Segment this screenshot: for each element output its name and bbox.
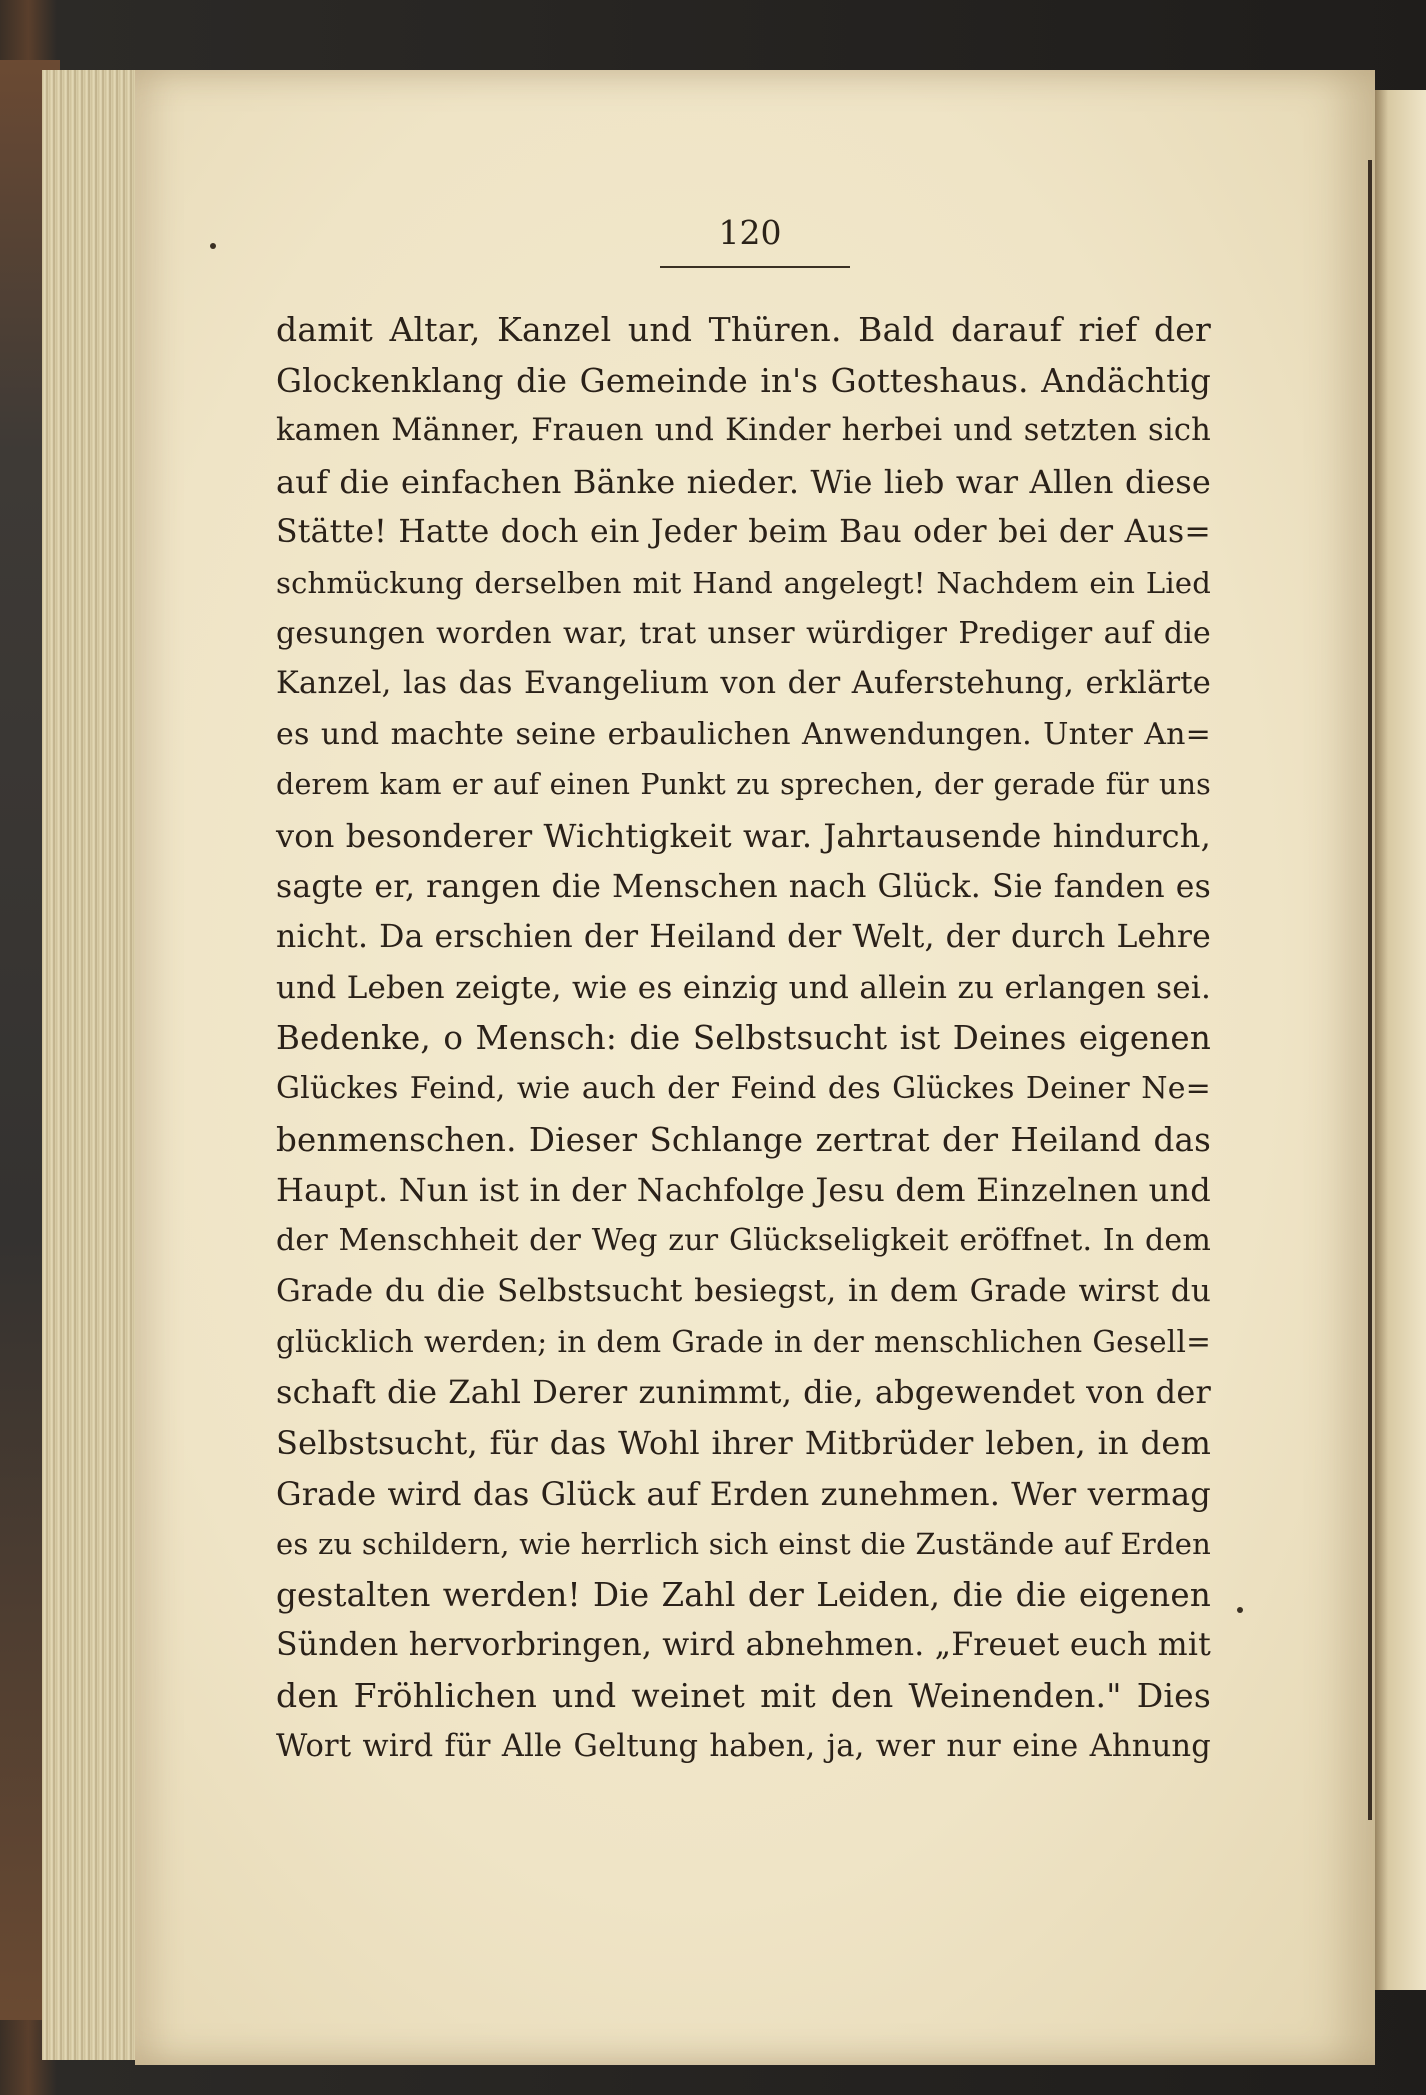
facing-page-edge [1372, 90, 1426, 1990]
text-line: Wort wird für Alle Geltung haben, ja, wer nur eine Ahnung [276, 1728, 1211, 1764]
text-line: Sünden hervorbringen, wird abnehmen. „Freuet euch mit [276, 1627, 1211, 1664]
text-line: Grade wird das Glück auf Erden zunehmen. Wer vermag [276, 1474, 1211, 1513]
body-text [276, 305, 1211, 1772]
text-line: gestalten werden! Die Zahl der Leiden, die die eigenen [276, 1575, 1211, 1614]
speck-mark [1237, 1607, 1243, 1613]
text-line: gesungen worden war, trat unser würdiger Prediger auf die [276, 615, 1211, 651]
text-line: Stätte! Hatte doch ein Jeder beim Bau oder bei der Aus= [276, 514, 1211, 551]
text-line: schaft die Zahl Derer zunimmt, die, abgewendet von der [276, 1373, 1211, 1412]
text-line: schmückung derselben mit Hand angelegt! Nachdem ein Lied [276, 565, 1211, 600]
page-stack-edge [42, 70, 139, 2060]
text-line: es zu schildern, wie herrlich sich einst die Zustände auf Erden [276, 1527, 1211, 1562]
text-line: und Leben zeigte, wie es einzig und allein zu erlangen sei. [276, 969, 1211, 1006]
text-line: glücklich werden; in dem Grade in der menschlichen Gesell= [276, 1324, 1211, 1359]
text-line: Bedenke, o Mensch: die Selbstsucht ist Deines eigenen [276, 1019, 1211, 1058]
text-line: von besonderer Wichtigkeit war. Jahrtausende hindurch, [276, 816, 1211, 855]
text-line: Haupt. Nun ist in der Nachfolge Jesu dem Einzelnen und [276, 1171, 1211, 1210]
speck-mark [210, 243, 216, 249]
text-line: kamen Männer, Frauen und Kinder herbei und setzten sich [276, 413, 1211, 449]
text-line: der Menschheit der Weg zur Glückseligkeit eröffnet. In dem [276, 1222, 1211, 1258]
text-line: nicht. Da erschien der Heiland der Welt, der durch Lehre [276, 919, 1211, 956]
text-line: es und machte seine erbaulichen Anwendungen. Unter An= [276, 716, 1211, 752]
page-number: 120 [718, 213, 782, 252]
text-line: auf die einfachen Bänke nieder. Wie lieb war Allen diese [276, 462, 1211, 501]
text-line: den Fröhlichen und weinet mit den Weinenden." Dies [276, 1676, 1211, 1716]
text-line: Kanzel, las das Evangelium von der Auferstehung, erklärte [276, 666, 1211, 702]
text-line: derem kam er auf einen Punkt zu sprechen, der gerade für uns [276, 768, 1211, 802]
text-line: benmenschen. Dieser Schlange zertrat der Heiland das [276, 1120, 1211, 1159]
text-line: Grade du die Selbstsucht besiegst, in dem Grade wirst du [276, 1273, 1211, 1310]
text-line: Glockenklang die Gemeinde in's Gotteshaus. Andächtig [276, 361, 1211, 400]
gutter [1368, 160, 1372, 1820]
text-line: damit Altar, Kanzel und Thüren. Bald darauf rief der [276, 310, 1211, 349]
text-line: Glückes Feind, wie auch der Feind des Glückes Deiner Ne= [276, 1070, 1211, 1106]
text-line: Selbstsucht, für das Wohl ihrer Mitbrüder leben, in dem [276, 1424, 1211, 1463]
text-line: sagte er, rangen die Menschen nach Glück. Sie fanden es [276, 868, 1211, 905]
header-rule [660, 266, 850, 268]
